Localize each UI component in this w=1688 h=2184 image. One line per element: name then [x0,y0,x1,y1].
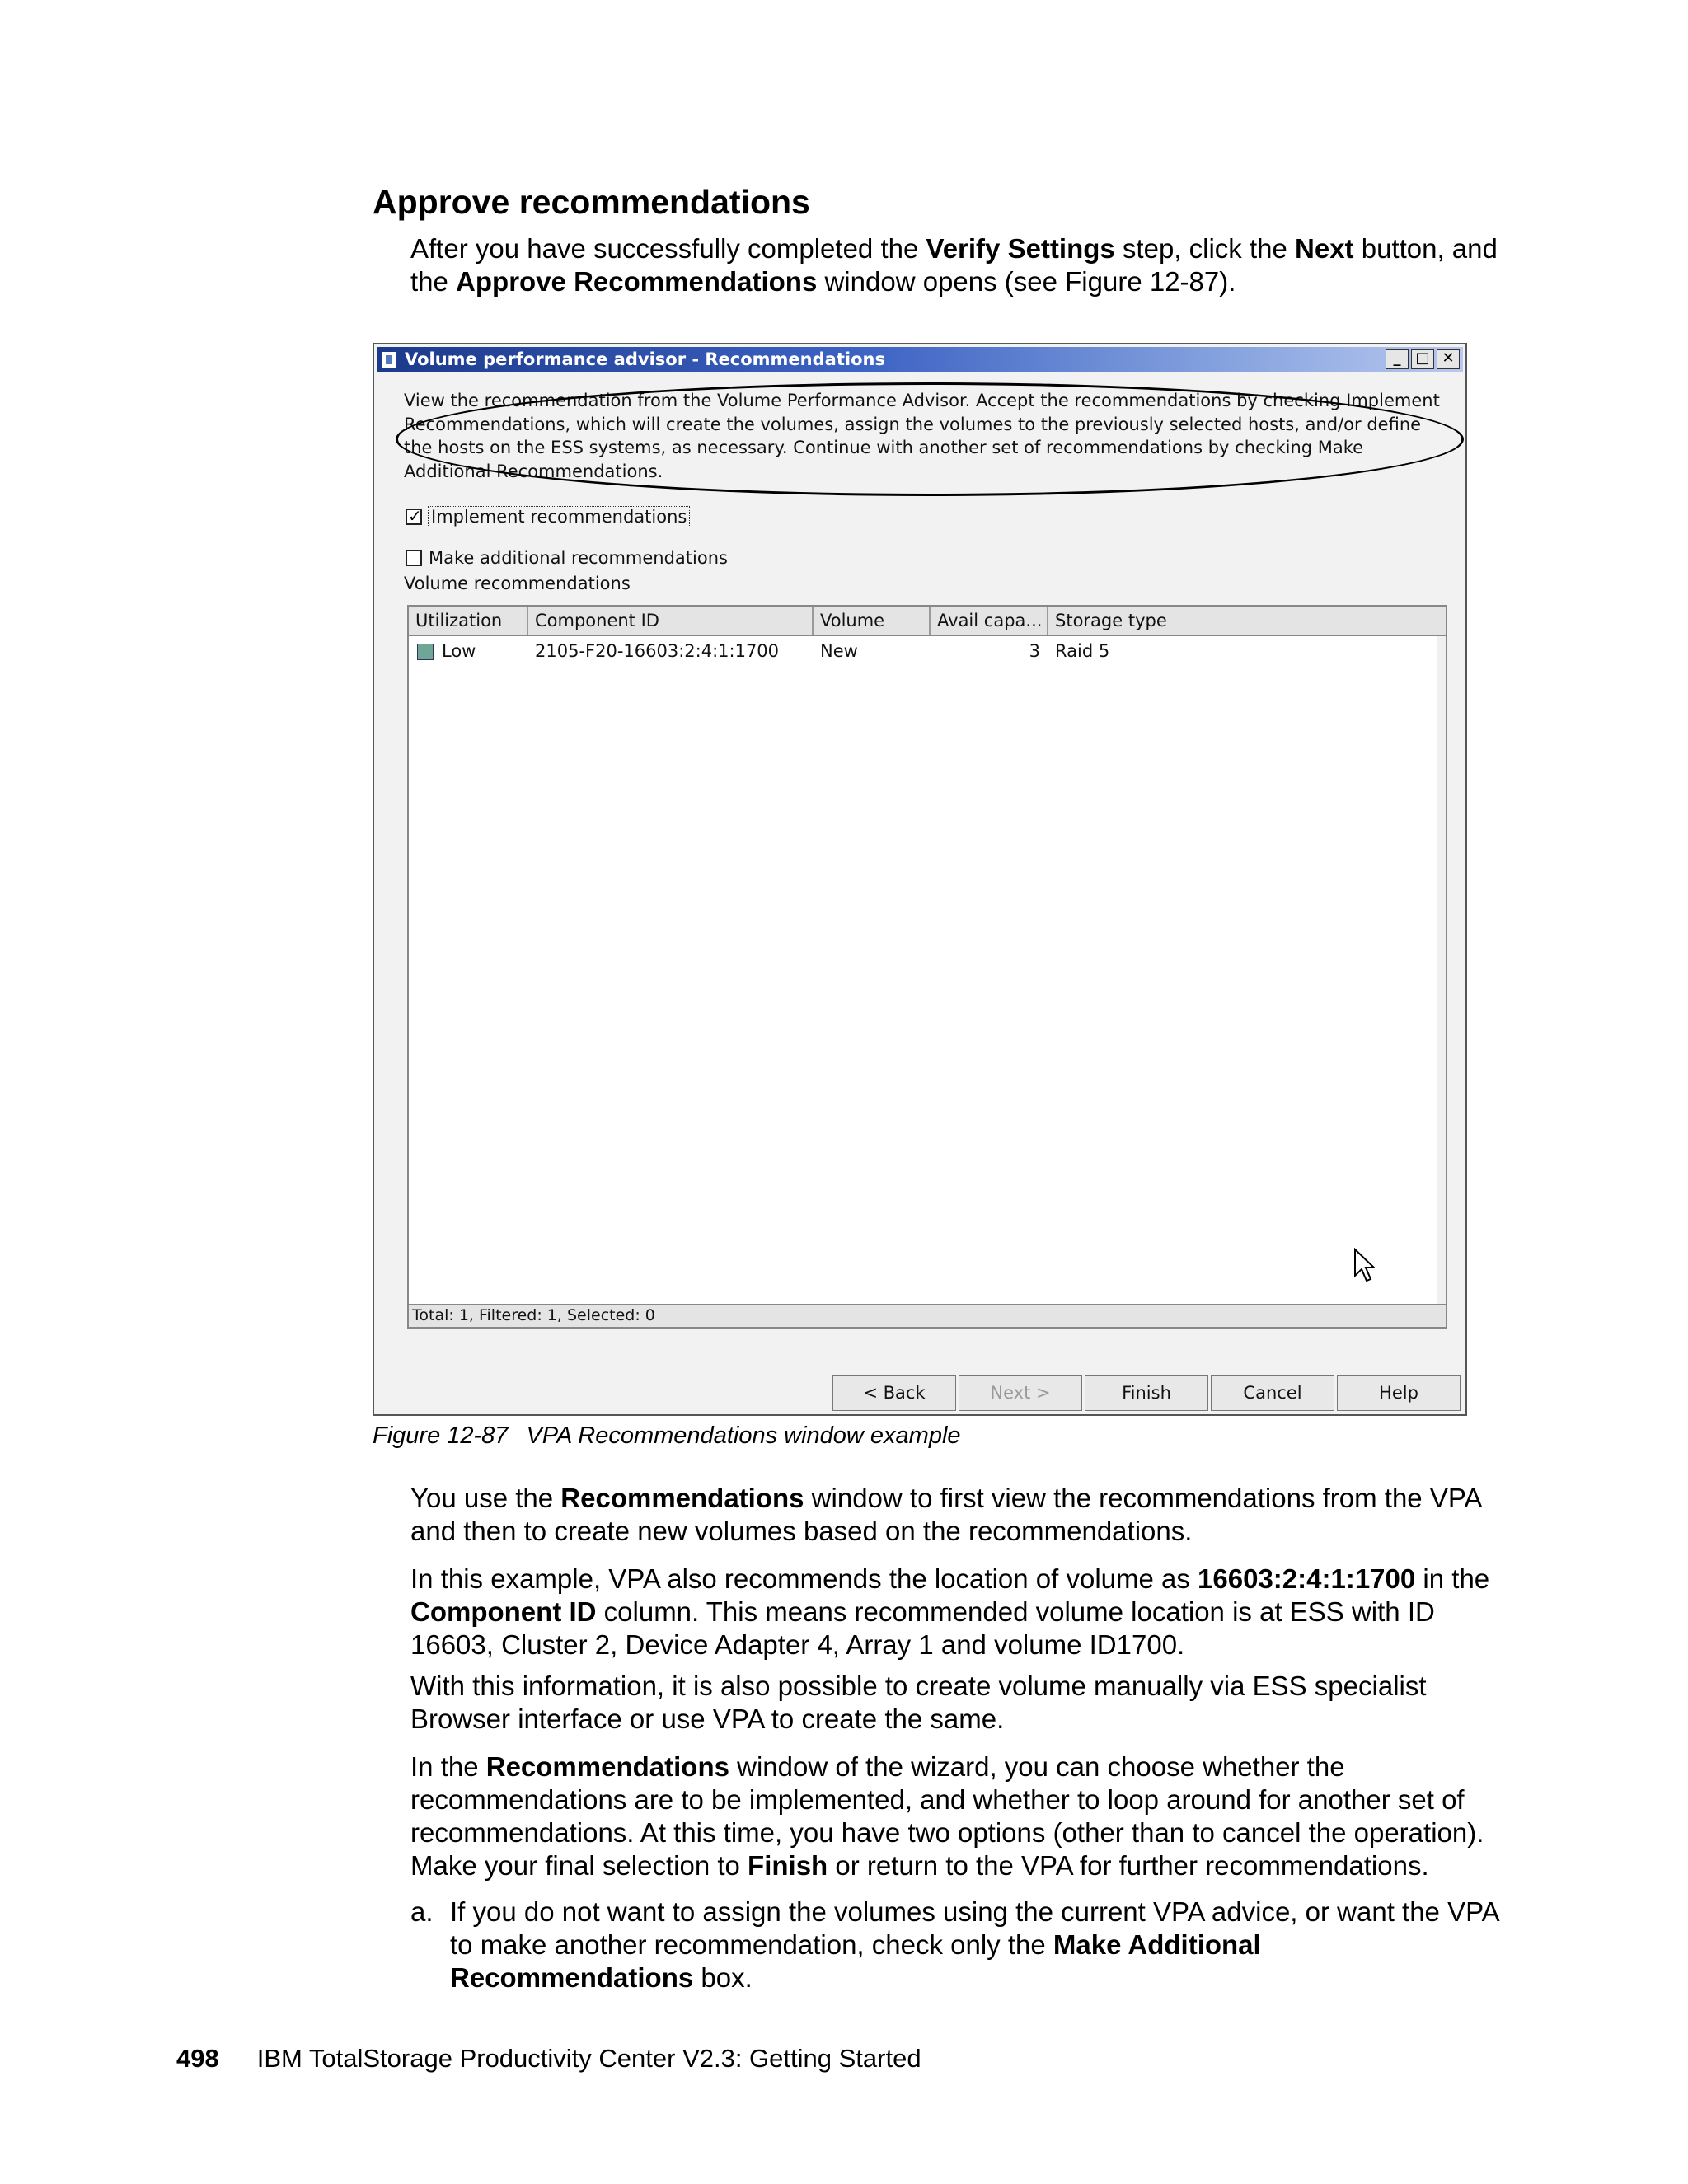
column-header-volume[interactable]: Volume [814,607,931,635]
page-footer [176,2044,921,2074]
page-number: 498 [176,2044,219,2073]
table-row[interactable] [409,638,1446,664]
figure-caption: Figure 12-87 VPA Recommendations window example [373,1422,961,1449]
back-button[interactable]: < Back [832,1375,956,1411]
maximize-icon[interactable]: □ [1411,349,1434,369]
cancel-button[interactable]: Cancel [1211,1375,1334,1411]
paragraph-recommendations-window: You use the Recommendations window to first view the recommendations from the VPA and then to create new volumes based on the recommendations. [410,1483,1481,1546]
volume-recommendations-label: Volume recommendations [404,574,631,593]
list-item-text: If you do not want to assign the volumes using the current VPA advice, or want the VPA to make another recommendation, check only the Make Additional Recommendations box. [450,1896,1498,1993]
list-item [410,1896,1498,1994]
checkbox-checked-icon[interactable] [406,509,422,525]
paragraph-manual-creation: With this information, it is also possible to create volume manually via ESS specialist Browser interface or use VPA to create the same. [410,1671,1427,1734]
utilization-low-icon [417,644,434,660]
paragraph-component-id: In this example, VPA also recommends the location of volume as 16603:2:4:1:1700 in the Component ID column. This means recommended volume location is at ESS with ID 16603, Cluster 2, Device Adapter 4, Array 1 and volume ID1700. [410,1563,1490,1660]
cell-utilization: Low [417,638,476,664]
table-status-bar: Total: 1, Filtered: 1, Selected: 0 [409,1304,1446,1327]
window-description: View the recommendation from the Volume Performance Advisor. Accept the recommendations by checking Implement Recommendations, which will create the volumes, assign the volumes to the previously selected hosts, and/or define the hosts on the ESS systems, as necessary. Continue with another set of recommendations by checking Make Additional Recommendations. [404,391,1440,481]
implement-recommendations-checkbox[interactable] [406,506,689,527]
cell-volume: New [820,641,858,661]
mouse-pointer-icon [1353,1248,1375,1284]
paragraph-wizard-options: In the Recommendations window of the wizard, you can choose whether the recommendations are to be implemented, and whether to loop around for another set of recommendations. At this time, you have two options (other than to cancel the operation). Make your final selection to Finish or return to the VPA for further recommendations. [410,1751,1484,1881]
next-button[interactable]: Next > [959,1375,1082,1411]
cell-storage-type: Raid 5 [1055,641,1110,661]
close-icon[interactable]: ✕ [1437,349,1460,369]
list-marker: a. [410,1896,434,1927]
recommendations-table [407,605,1447,1329]
book-title: IBM TotalStorage Productivity Center V2.3: Getting Started [256,2044,921,2073]
app-icon [382,351,396,369]
finish-button[interactable]: Finish [1085,1375,1208,1411]
cell-component-id: 2105-F20-16603:2:4:1:1700 [535,641,780,661]
window-titlebar[interactable] [377,347,1463,372]
annotation-ellipse [396,382,1464,496]
table-header [409,607,1446,636]
section-heading: Approve recommendations [373,183,810,221]
column-header-utilization[interactable]: Utilization [409,607,528,635]
wizard-button-bar [832,1375,1461,1411]
window-title: Volume performance advisor - Recommendations [405,349,885,369]
column-header-storage-type[interactable]: Storage type [1055,611,1167,630]
checkbox-unchecked-icon[interactable] [406,550,422,566]
recommendations-window-screenshot [373,343,1467,1416]
make-additional-recommendations-label: Make additional recommendations [429,548,728,568]
minimize-icon[interactable]: _ [1386,349,1409,369]
cell-avail-capacity: 3 [1029,641,1040,661]
make-additional-recommendations-checkbox[interactable] [406,547,728,568]
table-scroll-area[interactable] [1437,636,1446,1305]
column-header-component-id[interactable]: Component ID [528,607,814,635]
implement-recommendations-label: Implement recommendations [429,507,689,527]
intro-paragraph: After you have successfully completed the Verify Settings step, click the Next button, and the Approve Recommendations window opens (see Figure 12-87). [410,233,1498,297]
column-header-avail-capacity[interactable]: Avail capa... [931,607,1048,635]
help-button[interactable]: Help [1337,1375,1461,1411]
window-controls [1386,349,1460,369]
